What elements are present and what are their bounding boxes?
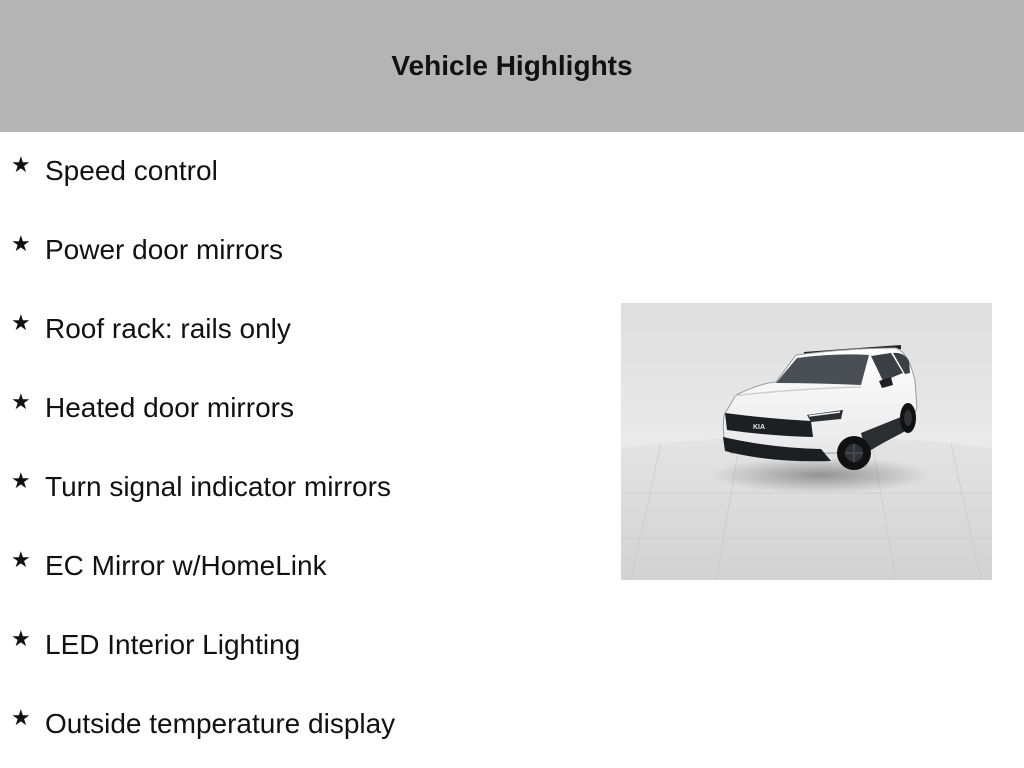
star-icon: ★	[11, 153, 31, 178]
list-item	[0, 132, 600, 211]
list-item	[0, 527, 600, 606]
star-icon: ★	[11, 311, 31, 336]
vehicle-photo	[621, 303, 992, 580]
list-item	[0, 211, 600, 290]
list-item	[0, 606, 600, 685]
feature-label: Power door mirrors	[45, 234, 284, 265]
star-icon: ★	[11, 548, 31, 573]
list-item	[0, 290, 600, 369]
feature-list	[0, 132, 600, 764]
feature-label: Turn signal indicator mirrors	[45, 471, 391, 502]
star-icon: ★	[11, 232, 31, 257]
feature-label: Heated door mirrors	[45, 392, 294, 423]
brand-badge: KIA	[753, 424, 766, 431]
list-item	[0, 369, 600, 448]
feature-label: Roof rack: rails only	[45, 313, 291, 344]
feature-label: Speed control	[45, 155, 218, 186]
header-banner	[0, 0, 1024, 132]
star-icon: ★	[11, 390, 31, 415]
list-item	[0, 685, 600, 764]
page-title: Vehicle Highlights	[391, 50, 633, 81]
feature-label: EC Mirror w/HomeLink	[45, 550, 327, 581]
feature-label: LED Interior Lighting	[45, 629, 301, 660]
star-icon: ★	[11, 627, 31, 652]
star-icon: ★	[11, 469, 31, 494]
list-item	[0, 448, 600, 527]
star-icon: ★	[11, 706, 31, 731]
feature-label: Outside temperature display	[45, 708, 396, 739]
